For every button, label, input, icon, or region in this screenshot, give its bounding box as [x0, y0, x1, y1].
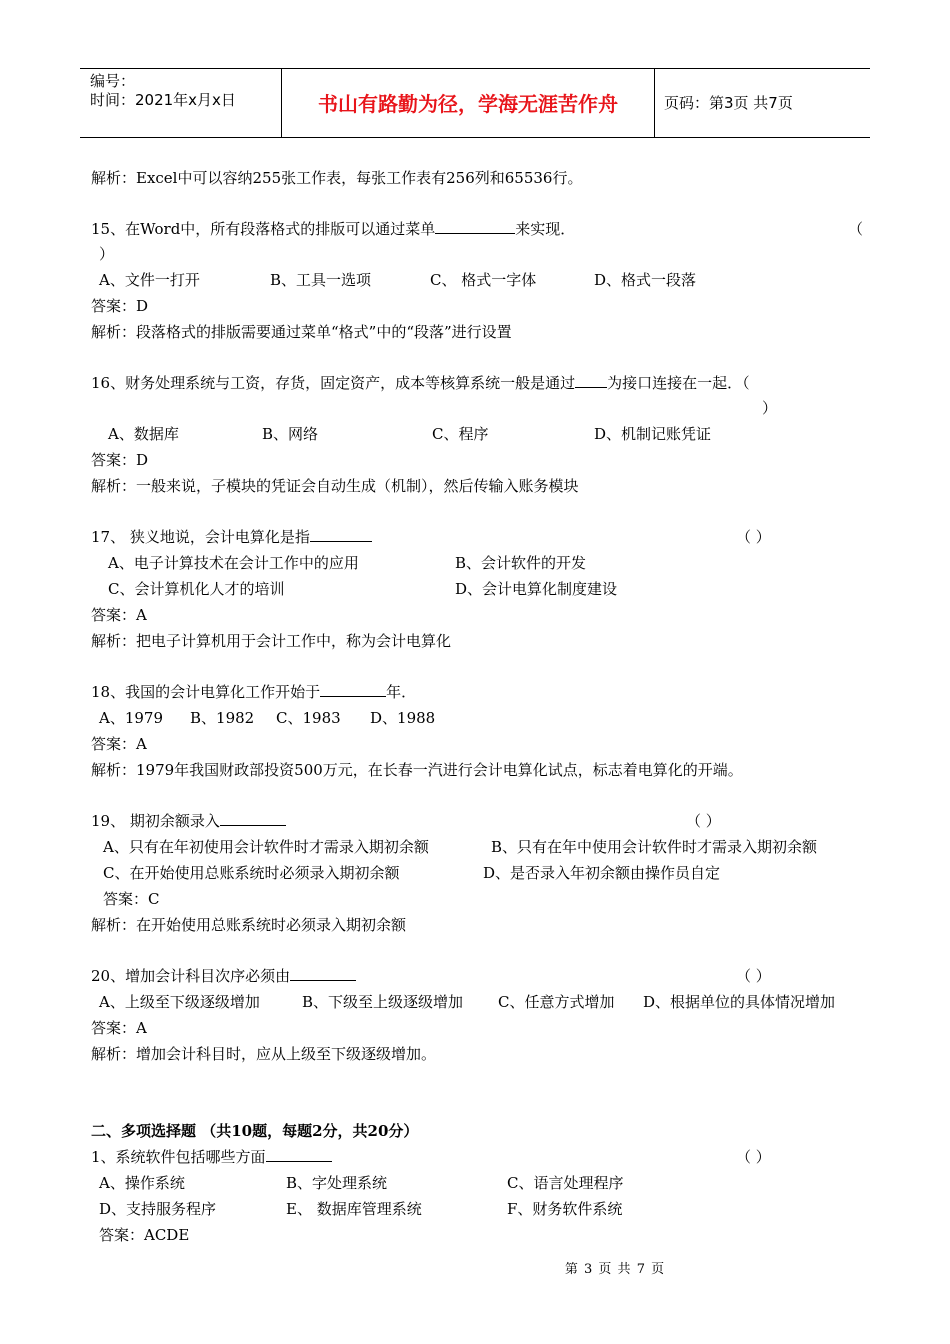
- q17-option-c: C、会计算机化人才的培训: [108, 580, 285, 598]
- q15-paren-close: ）: [99, 245, 115, 263]
- q20-option-a: A、上级至下级逐级增加: [99, 993, 260, 1011]
- q19-paren: （ ）: [686, 812, 721, 830]
- q16-stem-part2: 为接口连接在一起．（: [607, 374, 750, 392]
- q14-analysis: 解析：Excel中可以容纳255张工作表，每张工作表有256列和65536行。: [91, 169, 583, 187]
- q19-analysis: 解析：在开始使用总账系统时必须录入期初余额: [91, 916, 407, 934]
- q15-analysis: 解析：段落格式的排版需要通过菜单“格式”中的“段落”进行设置: [91, 323, 512, 341]
- q17-analysis: 解析：把电子计算机用于会计工作中，称为会计电算化: [91, 632, 452, 650]
- q20-option-b: B、下级至上级逐级增加: [302, 993, 464, 1011]
- header-motto: 书山有路勤为径，学海无涯苦作舟: [282, 69, 655, 137]
- q20-option-d: D、根据单位的具体情况增加: [643, 993, 836, 1011]
- q16-option-b: B、网络: [262, 425, 319, 443]
- q18-option-c: C、1983: [276, 709, 341, 727]
- q17-paren: （ ）: [736, 528, 771, 546]
- m1-option-e: E、 数据库管理系统: [286, 1200, 422, 1218]
- q20-paren: （ ）: [736, 967, 771, 985]
- q17-stem-text: 17、 狭义地说，会计电算化是指: [91, 528, 310, 546]
- q15-stem-part2: 来实现．: [515, 220, 576, 238]
- q16-paren-close: ）: [762, 399, 778, 417]
- q19-option-d: D、是否录入年初余额由操作员自定: [483, 864, 721, 882]
- m1-stem-text: 1、系统软件包括哪些方面: [91, 1148, 266, 1166]
- header-meta-cell: [80, 69, 282, 137]
- q18-stem-part1: 18、我国的会计电算化工作开始于: [91, 683, 321, 701]
- q17-answer: 答案：A: [91, 606, 147, 624]
- q16-option-d: D、机制记账凭证: [594, 425, 712, 443]
- m1-option-b: B、字处理系统: [286, 1174, 388, 1192]
- q20-option-c: C、任意方式增加: [498, 993, 615, 1011]
- q15-option-b: B、工具一选项: [270, 271, 372, 289]
- q20-blank: [290, 966, 356, 981]
- m1-option-c: C、语言处理程序: [507, 1174, 624, 1192]
- m1-blank: [266, 1147, 332, 1162]
- q18-stem: [91, 682, 416, 702]
- section2-title: 二、多项选择题 （共10题，每题2分，共20分）: [91, 1122, 419, 1140]
- q19-answer: 答案：C: [103, 890, 160, 908]
- q18-stem-part2: 年．: [386, 683, 417, 701]
- q17-option-a: A、电子计算技术在会计工作中的应用: [108, 554, 359, 572]
- q20-stem: [91, 966, 356, 986]
- m1-option-a: A、操作系统: [99, 1174, 185, 1192]
- q18-answer: 答案：A: [91, 735, 147, 753]
- page-header: [80, 68, 870, 138]
- m1-option-d: D、支持服务程序: [99, 1200, 217, 1218]
- footer-page-number: 第 3 页 共 7 页: [564, 1262, 666, 1277]
- m1-answer: 答案：ACDE: [99, 1226, 190, 1244]
- q17-option-d: D、会计电算化制度建设: [455, 580, 618, 598]
- header-page-number: 页码：第3页 共7页: [664, 94, 793, 112]
- q18-option-d: D、1988: [370, 709, 436, 727]
- q15-option-a: A、文件一打开: [99, 271, 200, 289]
- q16-option-a: A、数据库: [108, 425, 179, 443]
- q16-analysis: 解析：一般来说，子模块的凭证会自动生成（机制），然后传输入账务模块: [91, 477, 579, 495]
- q18-blank: [320, 682, 386, 697]
- m1-stem: [91, 1147, 332, 1167]
- q20-answer: 答案：A: [91, 1019, 147, 1037]
- q16-answer: 答案：D: [91, 451, 149, 469]
- header-number: 编号：: [90, 72, 136, 90]
- page-footer: [0, 1258, 950, 1277]
- q15-stem: [91, 219, 575, 239]
- q19-option-b: B、只有在年中使用会计软件时才需录入期初余额: [491, 838, 818, 856]
- q20-analysis: 解析：增加会计科目时，应从上级至下级逐级增加。: [91, 1045, 437, 1063]
- m1-option-f: F、财务软件系统: [507, 1200, 623, 1218]
- q15-option-c: C、 格式一字体: [430, 271, 537, 289]
- q15-paren-open: （: [848, 220, 864, 238]
- q17-blank: [310, 527, 372, 542]
- q16-blank: [575, 373, 607, 388]
- q16-stem-part1: 16、财务处理系统与工资，存货，固定资产，成本等核算系统一般是通过: [91, 374, 576, 392]
- q16-stem: [91, 373, 750, 393]
- q19-stem: [91, 811, 286, 831]
- q19-stem-text: 19、 期初余额录入: [91, 812, 220, 830]
- m1-paren: （ ）: [736, 1148, 771, 1166]
- q19-option-a: A、只有在年初使用会计软件时才需录入期初余额: [103, 838, 429, 856]
- q20-stem-text: 20、增加会计科目次序必须由: [91, 967, 291, 985]
- q16-option-c: C、程序: [432, 425, 489, 443]
- q17-stem: [91, 527, 372, 547]
- q18-analysis: 解析：1979年我国财政部投资500万元，在长春一汽进行会计电算化试点，标志着电算化的开端。: [91, 761, 743, 779]
- q17-option-b: B、会计软件的开发: [455, 554, 587, 572]
- q19-blank: [220, 811, 286, 826]
- header-date: 时间：2021年x月x日: [90, 91, 236, 109]
- q19-option-c: C、在开始使用总账系统时必须录入期初余额: [103, 864, 400, 882]
- q15-option-d: D、格式一段落: [594, 271, 697, 289]
- q18-option-a: A、1979: [99, 709, 164, 727]
- q18-option-b: B、1982: [190, 709, 255, 727]
- q15-answer: 答案：D: [91, 297, 149, 315]
- q15-blank: [435, 219, 515, 234]
- q15-stem-part1: 15、在Word中，所有段落格式的排版可以通过菜单: [91, 220, 436, 238]
